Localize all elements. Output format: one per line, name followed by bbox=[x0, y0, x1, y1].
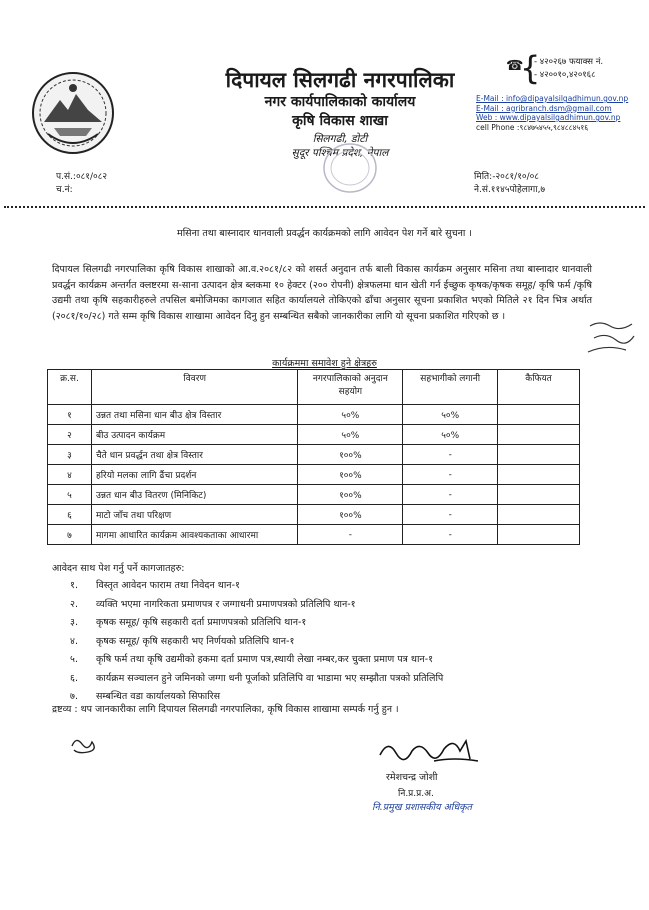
office-province: सुदूर पश्चिम प्रदेश, नेपाल bbox=[291, 147, 389, 159]
reference-block bbox=[56, 171, 107, 197]
dispatch-number: च.नं: bbox=[56, 185, 73, 195]
cell-remark bbox=[498, 405, 580, 425]
col-header-remarks: कैफियत bbox=[498, 370, 580, 405]
list-item bbox=[70, 634, 630, 653]
program-table bbox=[47, 369, 580, 545]
col-header-sn: क्र.स. bbox=[48, 370, 92, 405]
list-item-text: कार्यक्रम सञ्चालन हुने जमिनको जग्गा धनी पूर्जाको प्रतिलिपि वा भाडामा भए सम्झौता पत्रको प्रतिलिपि bbox=[96, 672, 444, 684]
table-row bbox=[48, 405, 580, 425]
col-header-municipal-grant: नगरपालिकाको अनुदान सहयोग bbox=[298, 370, 403, 405]
cell-remark bbox=[498, 525, 580, 545]
table-row bbox=[48, 425, 580, 445]
email-link-2[interactable]: E-Mail : agribranch.dsm@gmail.com bbox=[476, 103, 612, 113]
signature-icon bbox=[374, 733, 484, 767]
cell-grant: १००% bbox=[298, 465, 403, 485]
cell-grant: ५०% bbox=[298, 425, 403, 445]
cell-share: - bbox=[403, 525, 498, 545]
list-item bbox=[70, 578, 630, 597]
cell-remark bbox=[498, 465, 580, 485]
table-row bbox=[48, 465, 580, 485]
header-divider bbox=[4, 206, 645, 208]
cell-description: उन्नत धान बीउ वितरण (मिनिकिट) bbox=[91, 485, 298, 505]
list-item-text: विस्तृत आवेदन फाराम तथा निवेदन थान-१ bbox=[96, 580, 240, 591]
notice-subject: मसिना तथा बास्नादार धानवाली प्रवर्द्धन कार्यक्रमको लागि आवेदन पेश गर्ने बारे सुचना । bbox=[177, 228, 472, 239]
cell-description: हरियो मलका लागि ढैंचा प्रदर्शन bbox=[91, 465, 298, 485]
telephone-icon: ☎ bbox=[506, 58, 524, 74]
signatory-title: नि.प्र.प्र.अ. bbox=[398, 789, 434, 799]
phone-line-1: - ४२०२६७ फयाक्स नं. bbox=[534, 57, 604, 67]
cell-remark bbox=[498, 485, 580, 505]
nepal-emblem-icon bbox=[30, 70, 116, 156]
contact-block bbox=[476, 94, 628, 132]
table-row bbox=[48, 445, 580, 465]
date: मिति:-२०८१/१०/०८ bbox=[474, 172, 539, 182]
cell-grant: १००% bbox=[298, 505, 403, 525]
note-text: द्रष्टव्य : थप जानकारीका लागि दिपायल सिलगढी नगरपालिका, कृषि विकास शाखामा सम्पर्क गर्नु हुन । bbox=[52, 704, 399, 715]
cell-remark bbox=[498, 425, 580, 445]
office-title: दिपायल सिलगढी नगरपालिका bbox=[225, 68, 455, 92]
list-item-number: १. bbox=[70, 580, 78, 591]
cell-sn: ५ bbox=[48, 485, 92, 505]
list-item-text: कृषक समूह/ कृषि सहकारी दर्ता प्रमाणपत्रको प्रतिलिपि थान-१ bbox=[96, 617, 307, 628]
cell-share: - bbox=[403, 505, 498, 525]
list-item-number: ५. bbox=[70, 654, 78, 665]
table-row bbox=[48, 485, 580, 505]
notice-body: दिपायल सिलगढी नगरपालिका कृषि विकास शाखाको आ.व.२०८१/८२ को शसर्त अनुदान तर्फ बाली विकास कार्यक्रम अनुसार मसिना तथा बास्नादार धानवाली प्रवर्द्धन कार्यक्रम अन्तर्गत क्लष्टरमा स-साना उत्पादन क्षेत्र ब्लकमा १० हेक्टर (२०० रोपनी) क्षेत्रफलमा धान खेती गर्न ईच्छुक कृषक/कृषक समूह/ कृषि फर्म /कृषि उद्यमी तथा कृषि सहकारीहरुले तपसिल बमोजिमका कागजात सहित कार्यालयले तोकिएको ढाँचा अनुसार सूचना प्रकाशित भएको मितिले २१ दिन भित्र अर्थात (२०८१/१०/२८) गते सम्म कृषि विकास शाखामा आवेदन दिनु हुन सम्बन्धित सबैको जानकारीका लागि यो सूचना प्रकाशित गरिएको छ । bbox=[52, 264, 592, 322]
cell-share: ५०% bbox=[403, 425, 498, 445]
office-subtitle: नगर कार्यपालिकाको कार्यालय bbox=[264, 94, 416, 110]
cell-sn: ७ bbox=[48, 525, 92, 545]
cell-remark bbox=[498, 445, 580, 465]
list-item bbox=[70, 597, 630, 616]
list-item-text: कृषक समूह/ कृषि सहकारी भए निर्णयको प्रतिलिपि थान-१ bbox=[96, 635, 295, 647]
reference-number: प.सं.:०८१/०८२ bbox=[56, 172, 108, 182]
cell-sn: २ bbox=[48, 425, 92, 445]
table-header-row bbox=[48, 370, 580, 405]
date-block bbox=[474, 171, 545, 197]
documents-heading: आवेदन साथ पेश गर्नु पर्ने कागजातहरु: bbox=[52, 563, 185, 574]
list-item-number: ७. bbox=[70, 691, 78, 702]
cell-sn: ६ bbox=[48, 505, 92, 525]
cell-phone: cell Phone :९८४७५४५५,९८४८८४५१६ bbox=[476, 122, 589, 132]
table-row bbox=[48, 505, 580, 525]
signatory-role: नि.प्रमुख प्रशासकीय अधिकृत bbox=[372, 802, 472, 813]
table-caption: कार्यक्रममा समावेश हुने क्षेत्रहरु bbox=[272, 358, 377, 369]
list-item-number: ६. bbox=[70, 672, 78, 684]
nepal-samvat-date: ने.सं.११४५पोहेलागा,७ bbox=[474, 185, 546, 195]
list-item-text: कृषि फर्म तथा कृषि उद्यमीको हकमा दर्ता प्रमाण पत्र,स्थायी लेखा नम्बर,कर चुक्ता प्रमाण पत्र थान-१ bbox=[96, 654, 434, 665]
email-link-1[interactable]: E-Mail : info@dipayalsilgadhimun.gov.np bbox=[476, 94, 629, 103]
website-link[interactable]: Web : www.dipayalsilgadhimun.gov.np bbox=[476, 113, 621, 122]
cell-share: - bbox=[403, 465, 498, 485]
cell-grant: ५०% bbox=[298, 405, 403, 425]
list-item bbox=[70, 652, 630, 671]
office-location: सिलगढी, डोटी bbox=[312, 133, 368, 145]
list-item-number: ३. bbox=[70, 617, 78, 628]
cell-grant: १००% bbox=[298, 485, 403, 505]
phone-line-2: - ४२००१०,४२०१६८ bbox=[534, 70, 596, 80]
cell-description: उन्नत तथा मसिना धान बीउ क्षेत्र विस्तार bbox=[91, 405, 298, 425]
branch-name: कृषि विकास शाखा bbox=[292, 113, 388, 129]
cell-grant: १००% bbox=[298, 445, 403, 465]
handwritten-annotation-icon bbox=[586, 318, 638, 358]
phone-numbers bbox=[534, 56, 603, 82]
list-item bbox=[70, 615, 630, 634]
cell-share: - bbox=[403, 485, 498, 505]
table-row bbox=[48, 525, 580, 545]
cell-sn: ३ bbox=[48, 445, 92, 465]
list-item-number: ४. bbox=[70, 635, 78, 647]
cell-description: माटो जाँच तथा परिक्षण bbox=[91, 505, 298, 525]
signatory-name: रमेशचन्द्र जोशी bbox=[386, 772, 438, 783]
cell-share: ५०% bbox=[403, 405, 498, 425]
list-item-text: व्यक्ति भएमा नागरिकता प्रमाणपत्र र जग्गाधनी प्रमाणपत्रको प्रतिलिपि थान-१ bbox=[96, 598, 356, 610]
col-header-description: विवरण bbox=[91, 370, 298, 405]
cell-description: मागमा आधारित कार्यक्रम आवश्यकताका आधारमा bbox=[91, 525, 298, 545]
cell-description: चैते धान प्रवर्द्धन तथा क्षेत्र विस्तार bbox=[91, 445, 298, 465]
cell-share: - bbox=[403, 445, 498, 465]
cell-remark bbox=[498, 505, 580, 525]
list-item-text: सम्बन्धित वडा कार्यालयको सिफारिस bbox=[96, 691, 221, 702]
documents-list bbox=[70, 578, 630, 708]
col-header-participant-share: सहभागीको लगानी bbox=[403, 370, 498, 405]
office-stamp-icon bbox=[320, 140, 380, 196]
cell-sn: १ bbox=[48, 405, 92, 425]
list-item bbox=[70, 671, 630, 690]
handwritten-mark-icon bbox=[68, 734, 104, 756]
cell-grant: - bbox=[298, 525, 403, 545]
cell-description: बीउ उत्पादन कार्यक्रम bbox=[91, 425, 298, 445]
brace-icon: { bbox=[520, 49, 541, 87]
cell-sn: ४ bbox=[48, 465, 92, 485]
list-item-number: २. bbox=[70, 598, 78, 610]
